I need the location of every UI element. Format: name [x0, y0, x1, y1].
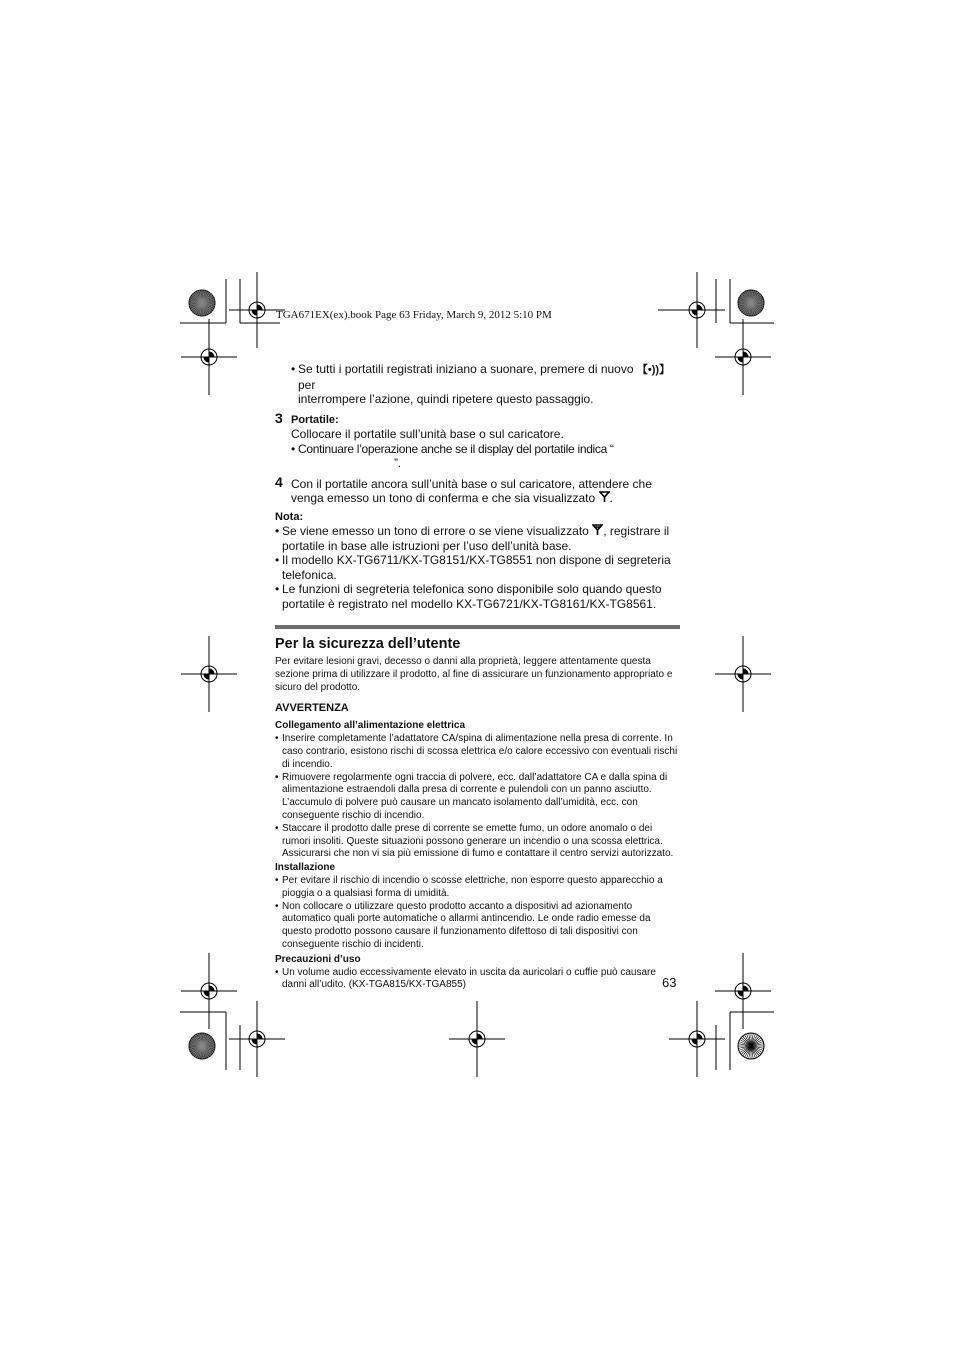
step-3-bullet-text: Continuare l’operazione anche se il display del portatile indica “ [298, 441, 614, 456]
page-number: 63 [662, 975, 677, 990]
registration-target [181, 319, 237, 395]
book-header-line: TGA671EX(ex).book Page 63 Friday, March 9, 2012 5:10 PM [276, 309, 552, 321]
no-signal-antenna-icon [592, 524, 603, 535]
use-bullet-1: • Un volume audio eccessivamente elevato in uscita da auricolari o cuffie può causare danni all’udito. (KX-TGA815/KX-TGA855) [275, 967, 680, 993]
antenna-icon [599, 491, 610, 502]
nota-bullet-2: • Il modello KX-TG6711/KX-TG8151/KX-TG8551 non dispone di segreteria telefonica. [275, 553, 680, 582]
registration-target [181, 636, 237, 712]
step-number: 3 [275, 409, 283, 426]
power-title: Collegamento all’alimentazione elettrica [275, 720, 466, 732]
nota-bullet-3: • Le funzioni di segreteria telefonica sono disponibile solo quando questo portatile è registrato nel modello KX-TG6721/KX-TG8161/KX-TG8561. [275, 582, 680, 611]
step-3 [275, 409, 680, 471]
top-bullet-suffix: per [298, 377, 316, 392]
registration-target [715, 636, 771, 712]
color-registration-disc [189, 1033, 215, 1059]
registration-target [715, 953, 771, 1029]
step-4 [275, 473, 680, 506]
registration-target [181, 953, 237, 1029]
registration-target [229, 1001, 285, 1077]
safety-intro: Per evitare lesioni gravi, decesso o danni alla proprietà, leggere attentamente questa sezione prima di utilizzare il prodotto, al fine di assicurare un funzionamento appropriato e sicuro del prodotto. [275, 656, 673, 693]
registration-target [669, 1001, 725, 1077]
color-registration-disc [189, 290, 215, 316]
top-bullet-text: Se tutti i portatili registrati iniziano a suonare, premere di nuovo [298, 362, 634, 376]
ringer-key-icon: 【•))】 [636, 364, 671, 376]
step-4-text: Con il portatile ancora sull’unità base o sul caricatore, attendere che venga emesso un tono di conferma e che sia visualizzato [291, 476, 652, 505]
power-section [275, 720, 680, 992]
color-registration-disc [738, 290, 764, 316]
registration-target [449, 1001, 505, 1077]
power-bullet-1: • Inserire completamente l’adattatore CA/spina di alimentazione nella presa di corrente. In caso contrario, esistono rischi di scossa elettrica e/o calore eccessivo con eventuali rischi di incendio. [275, 733, 680, 771]
step-4-end: . [609, 491, 613, 505]
step-3-text: Collocare il portatile sull’unità base o sul caricatore. [291, 427, 564, 441]
top-bullet [291, 362, 680, 407]
use-title: Precauzioni d’uso [275, 953, 361, 965]
power-bullet-3: • Staccare il prodotto dalle prese di corrente se emette fumo, un odore anomalo o dei rumori insoliti. Queste situazioni possono generare un incendio o una scossa elettrica. Assicurarsi che non vi sia più emissione di fumo e contattare il centro servizi autorizzato. [275, 823, 680, 861]
power-bullet-2: • Rimuovere regolarmente ogni traccia di polvere, ecc. dall’adattatore CA e dalla spina di alimentazione estraendoli dalla presa di corrente e pulendoli con un panno asciutto. L’accumulo di polvere può causare un mancato isolamento dall’umidità, ecc. con conseguente rischio di incendio. [275, 772, 680, 823]
nota-block [275, 510, 680, 612]
install-title: Installazione [275, 862, 336, 874]
nota-bullet-1 [275, 524, 680, 553]
install-bullet-2: • Non collocare o utilizzare questo prodotto accanto a dispositivi ad azionamento automatico quali porte automatiche o allarmi antincendio. Le onde radio emesse da questo prodotto possono causare il funzionamento difettoso di tali dispositivi con conseguente rischio di incidenti. [275, 901, 680, 952]
top-bullet-line2: interrompere l’azione, quindi ripetere questo passaggio. [298, 392, 594, 406]
nota-bullet-1-text: Se viene emesso un tono di errore o se viene visualizzato [282, 524, 589, 538]
safety-title: Per la sicurezza dell’utente [275, 636, 461, 652]
page-content [275, 362, 680, 992]
install-bullet-1: • Per evitare il rischio di incendio o scosse elettriche, non esporre questo apparecchio a pioggia o a qualsiasi forma di umidità. [275, 875, 680, 901]
color-registration-disc [738, 1033, 764, 1059]
nota-bullet-1-suffix: , registrare il portatile in base alle istruzioni per l’uso dell’unità base. [282, 524, 670, 553]
section-divider [275, 625, 680, 629]
step-3-bullet [291, 442, 680, 471]
registration-target [669, 272, 725, 348]
nota-title: Nota: [275, 510, 304, 523]
registration-target [715, 319, 771, 395]
step-3-bullet-end: ”. [394, 456, 401, 470]
step-number: 4 [275, 473, 283, 490]
step-3-title: Portatile: [291, 413, 339, 426]
warning-heading: AVVERTENZA [275, 702, 349, 715]
